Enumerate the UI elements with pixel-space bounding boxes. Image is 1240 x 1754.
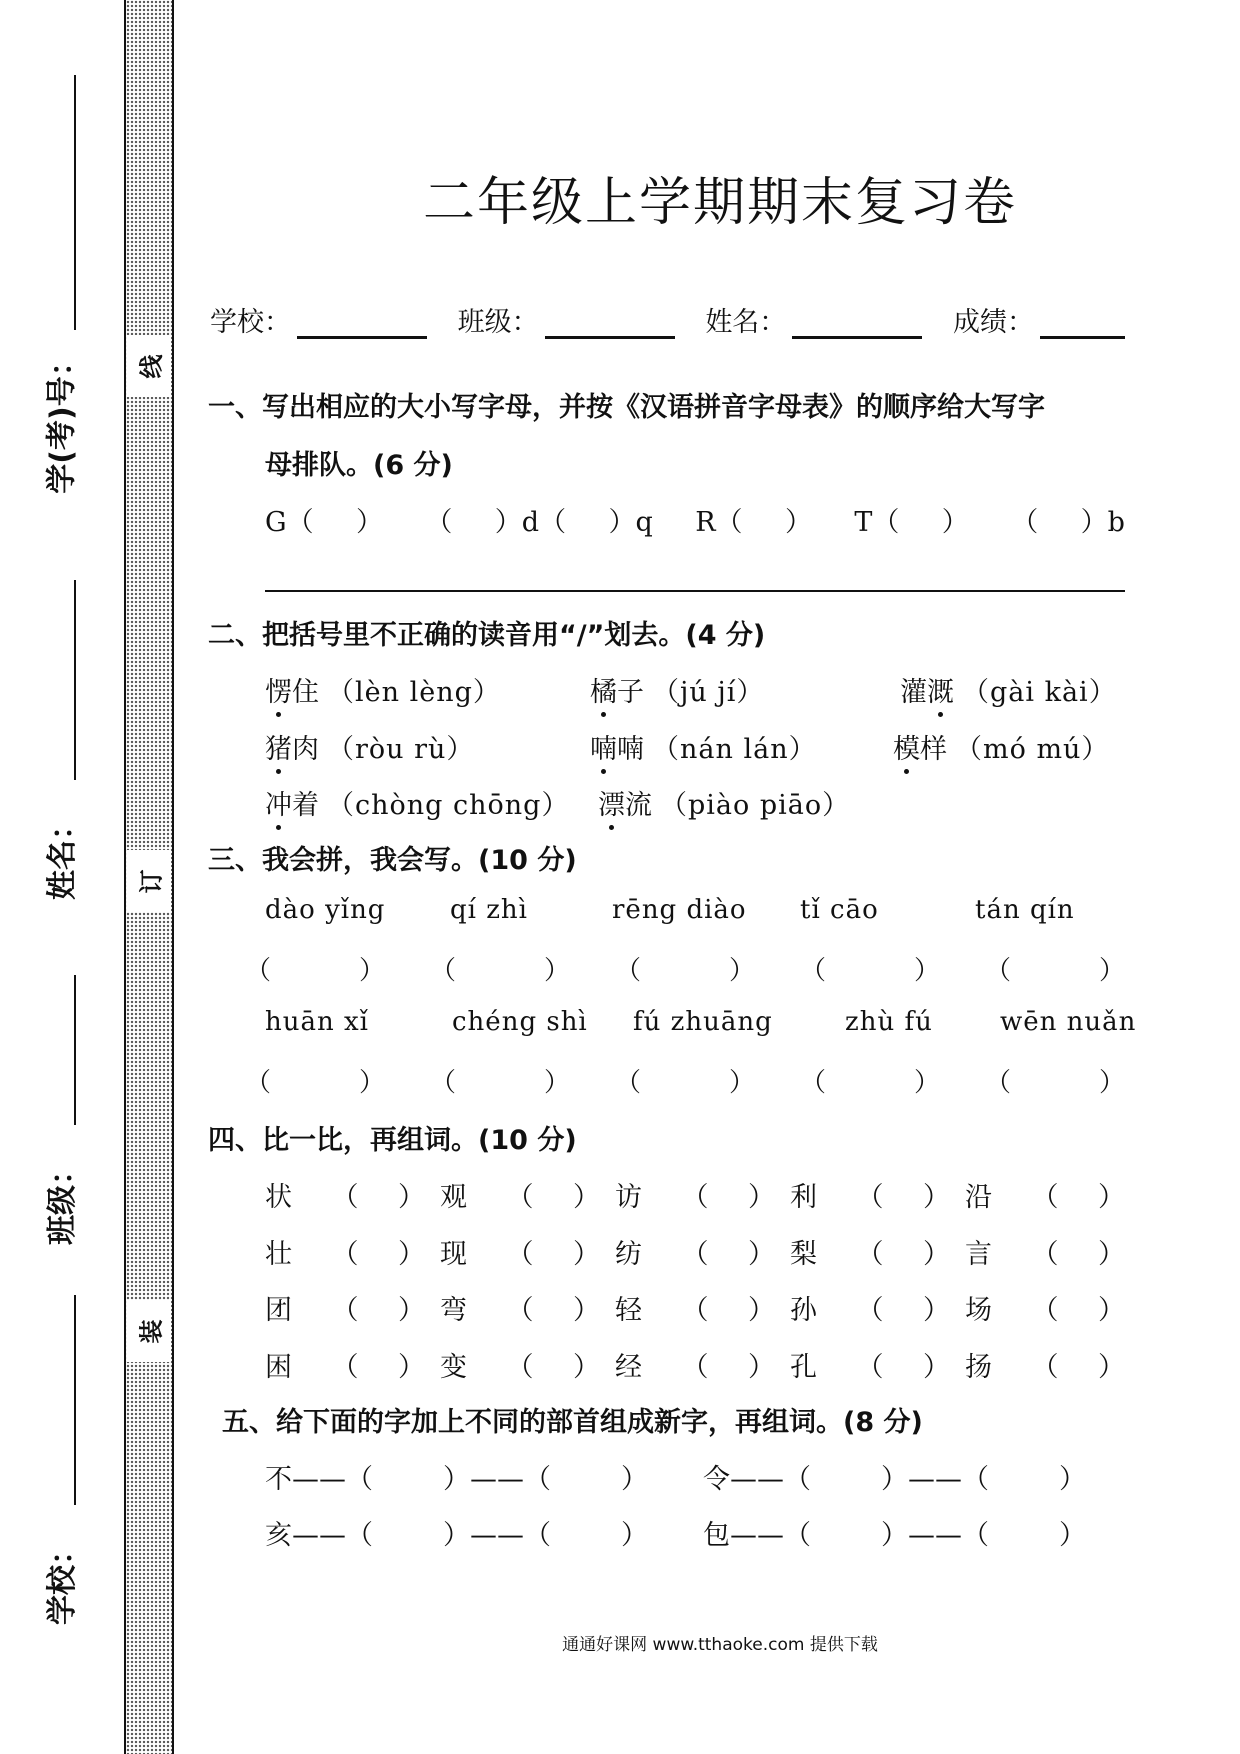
side-line-3 xyxy=(74,975,76,1125)
pinyin-item: huān xǐ xyxy=(265,1007,369,1037)
pron-item: 漂 流 （piào piāo） xyxy=(598,783,850,822)
answer-blank[interactable]: （ ） xyxy=(985,1068,1125,1098)
pinyin-item: tǐ cāo xyxy=(800,895,879,925)
info-school: 学校： xyxy=(210,300,427,339)
answer-blank[interactable]: （ ） xyxy=(245,1068,385,1098)
info-class-blank[interactable] xyxy=(545,306,675,339)
compare-cell[interactable]: 孙 （ ） xyxy=(790,1295,950,1326)
compare-row xyxy=(265,1232,1125,1271)
pinyin-item: qí zhì xyxy=(450,895,528,925)
pinyin-item: chéng shì xyxy=(452,1007,588,1037)
compare-cell[interactable]: 经 （ ） xyxy=(615,1352,775,1383)
compare-cell[interactable]: 壮 （ ） xyxy=(265,1239,425,1270)
compare-cell[interactable]: 沿 （ ） xyxy=(965,1182,1125,1213)
pinyin-item: fú zhuāng xyxy=(633,1007,773,1037)
strip-char-line: 线 xyxy=(127,335,171,397)
side-field-school: 学校： xyxy=(45,1535,80,1625)
compare-cell[interactable]: 观 （ ） xyxy=(440,1182,600,1213)
side-field-student-id: 学(考)号： xyxy=(45,346,81,494)
answer-blank[interactable]: （ ） xyxy=(800,1068,940,1098)
strip-char-bind: 装 xyxy=(127,1300,171,1362)
info-score: 成绩： xyxy=(953,300,1125,339)
section-1-heading: 一、写出相应的大小写字母，并按《汉语拼音字母表》的顺序给大写字 xyxy=(208,392,1045,423)
info-score-blank[interactable] xyxy=(1040,306,1125,339)
compare-cell[interactable]: 纺 （ ） xyxy=(615,1239,775,1270)
pron-item: 愣 住 （lèn lèng） xyxy=(265,670,501,709)
compare-cell[interactable]: 团 （ ） xyxy=(265,1295,425,1326)
section-2-heading: 二、把括号里不正确的读音用“/”划去。(4 分) xyxy=(208,620,766,651)
answer-parens-row xyxy=(245,950,1125,987)
section-3-heading: 三、我会拼，我会写。(10 分) xyxy=(208,845,577,876)
pinyin-item: wēn nuǎn xyxy=(1000,1007,1137,1037)
section-1-answer-line[interactable] xyxy=(265,590,1125,592)
compare-row xyxy=(265,1175,1125,1214)
info-row xyxy=(210,300,1125,339)
compare-cell[interactable]: 言 （ ） xyxy=(965,1239,1125,1270)
answer-blank[interactable]: （ ） xyxy=(430,1068,570,1098)
compare-cell[interactable]: 访 （ ） xyxy=(615,1182,775,1213)
strip-char-staple: 订 xyxy=(127,850,171,912)
section-4-heading: 四、比一比，再组词。(10 分) xyxy=(208,1125,577,1156)
footer-source: 通通好课网 www.tthaoke.com 提供下载 xyxy=(562,1635,878,1655)
compare-row xyxy=(265,1345,1125,1384)
radical-item[interactable]: 令——（ ）——（ ） xyxy=(703,1464,1086,1495)
compare-cell[interactable]: 状 （ ） xyxy=(265,1182,425,1213)
side-line-2 xyxy=(74,580,76,780)
answer-blank[interactable]: （ ） xyxy=(615,1068,755,1098)
info-school-blank[interactable] xyxy=(297,306,427,339)
compare-cell[interactable]: 扬 （ ） xyxy=(965,1352,1125,1383)
answer-blank[interactable]: （ ） xyxy=(800,956,940,986)
side-line-4 xyxy=(74,1295,76,1505)
compare-cell[interactable]: 现 （ ） xyxy=(440,1239,600,1270)
compare-cell[interactable]: 困 （ ） xyxy=(265,1352,425,1383)
side-field-name: 姓名： xyxy=(45,810,80,900)
side-line-1 xyxy=(74,75,76,330)
info-class: 班级： xyxy=(458,300,675,339)
answer-blank[interactable]: （ ） xyxy=(245,956,385,986)
section-1-letters: G（ ） （ ）d（ ）q R（ ） T（ ） （ ）b xyxy=(265,507,1125,538)
pron-item: 喃 喃 （nán lán） xyxy=(590,727,817,766)
section-5-heading: 五、给下面的字加上不同的部首组成新字，再组词。(8 分) xyxy=(222,1407,923,1438)
compare-cell[interactable]: 孔 （ ） xyxy=(790,1352,950,1383)
pinyin-item: zhù fú xyxy=(845,1007,933,1037)
pron-item: 猪 肉 （ròu rù） xyxy=(265,727,474,766)
pron-item: 模 样 （mó mú） xyxy=(893,727,1109,766)
answer-blank[interactable]: （ ） xyxy=(430,956,570,986)
pron-item: 冲 着 （chòng chōng） xyxy=(265,783,569,822)
compare-cell[interactable]: 变 （ ） xyxy=(440,1352,600,1383)
pinyin-item: dào yǐng xyxy=(265,895,386,925)
pinyin-item: tán qín xyxy=(975,895,1075,925)
info-name-blank[interactable] xyxy=(792,306,922,339)
pron-item: 灌 溉 （gài kài） xyxy=(900,670,1117,709)
compare-cell[interactable]: 弯 （ ） xyxy=(440,1295,600,1326)
answer-blank[interactable]: （ ） xyxy=(985,956,1125,986)
answer-blank[interactable]: （ ） xyxy=(615,956,755,986)
radical-item[interactable]: 包——（ ）——（ ） xyxy=(703,1520,1086,1551)
compare-cell[interactable]: 梨 （ ） xyxy=(790,1239,950,1270)
side-field-class: 班级： xyxy=(45,1155,80,1245)
compare-cell[interactable]: 轻 （ ） xyxy=(615,1295,775,1326)
section-1-heading-cont: 母排队。(6 分) xyxy=(265,450,453,481)
compare-cell[interactable]: 利 （ ） xyxy=(790,1182,950,1213)
compare-row xyxy=(265,1288,1125,1327)
radical-item[interactable]: 亥——（ ）——（ ） xyxy=(265,1520,648,1551)
info-name: 姓名： xyxy=(705,300,922,339)
pron-item: 橘 子 （jú jí） xyxy=(590,670,764,709)
page-title: 二年级上学期期末复习卷 xyxy=(422,173,1017,233)
radical-item[interactable]: 不——（ ）——（ ） xyxy=(265,1464,648,1495)
pinyin-item: rēng diào xyxy=(612,895,747,925)
answer-parens-row xyxy=(245,1062,1125,1099)
compare-cell[interactable]: 场 （ ） xyxy=(965,1295,1125,1326)
